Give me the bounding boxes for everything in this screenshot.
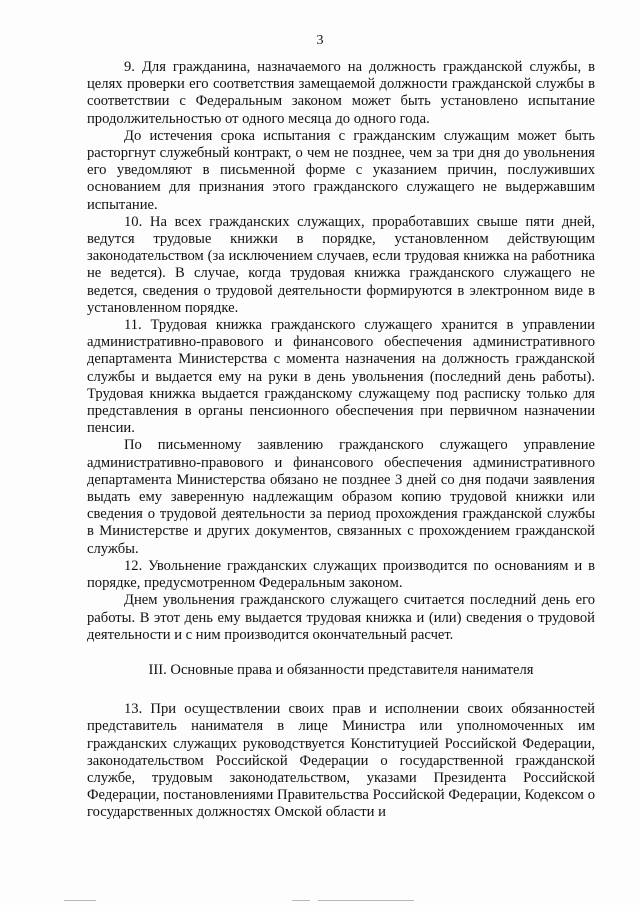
document-body (87, 59, 595, 822)
paragraph-13: 13. При осуществлении своих прав и исполнении своих обязанностей представитель нанимателя в лице Министра или уполномоченных им гражданских служащих руководствуется Конституцией Российской Федерации, законодательством Российской Федерации о государственной гражданской службе, трудовым законодательством, указами Президента Российской Федерации, постановлениями Правительства Российской Федерации, Кодексом о государственных должностях Омской области и (87, 701, 595, 821)
paragraph-9: 9. Для гражданина, назначаемого на должность гражданской службы, в целях проверки его соответствия замещаемой должности гражданской службы в соответствии с Федеральным законом может быть установлено испытание продолжительностью от одного месяца до одного года. (87, 59, 595, 127)
paragraph-12: 12. Увольнение гражданских служащих производится по основаниям и в порядке, предусмотренном Федеральным законом. (87, 557, 595, 592)
paragraph-10: 10. На всех гражданских служащих, проработавших свыше пяти дней, ведутся трудовые книжки в порядке, установленном действующим законодательством (за исключением случаев, если трудовая книжка на работника не ведется). В случае, когда трудовая книжка гражданского служащего не ведется, сведения о трудовой деятельности формируются в электронном виде в установленном порядке. (87, 213, 595, 316)
scan-edge-mark (318, 900, 414, 901)
page-number: 3 (316, 33, 324, 48)
section-heading: III. Основные права и обязанности представителя нанимателя (148, 661, 534, 678)
paragraph-probation-termination: До истечения срока испытания с гражданским служащим может быть расторгнут служебный контракт, о чем не позднее, чем за три дня до увольнения его уведомляют в письменной форме с указанием причин, послуживших основанием для признания этого гражданского служащего не выдержавшим испытание. (87, 127, 595, 213)
scan-edge-mark (64, 900, 96, 901)
paragraph-dismissal-day: Днем увольнения гражданского служащего считается последний день его работы. В этот день ему выдается трудовая книжка и (или) сведения о трудовой деятельности и с ним производится окончательный расчет. (87, 592, 595, 643)
paragraph-written-request: По письменному заявлению гражданского служащего управление административно-правового и финансового обеспечения административного департамента Министерства обязано не позднее 3 дней со дня подачи заявления выдать ему заверенную надлежащим образом копию трудовой книжки или сведения о трудовой деятельности за период прохождения гражданской службы в Министерстве и других документов, связанных с прохождением гражданской службы. (87, 437, 595, 557)
paragraph-11: 11. Трудовая книжка гражданского служащего хранится в управлении административно-правового и финансового обеспечения административного департамента Министерства с момента назначения на должность гражданской службы и выдается ему на руки в день увольнения (последний день работы). Трудовая книжка выдается гражданскому служащему под расписку только для представления в органы пенсионного обеспечения при первичном назначении пенсии. (87, 317, 595, 437)
scan-edge-mark (292, 900, 310, 901)
